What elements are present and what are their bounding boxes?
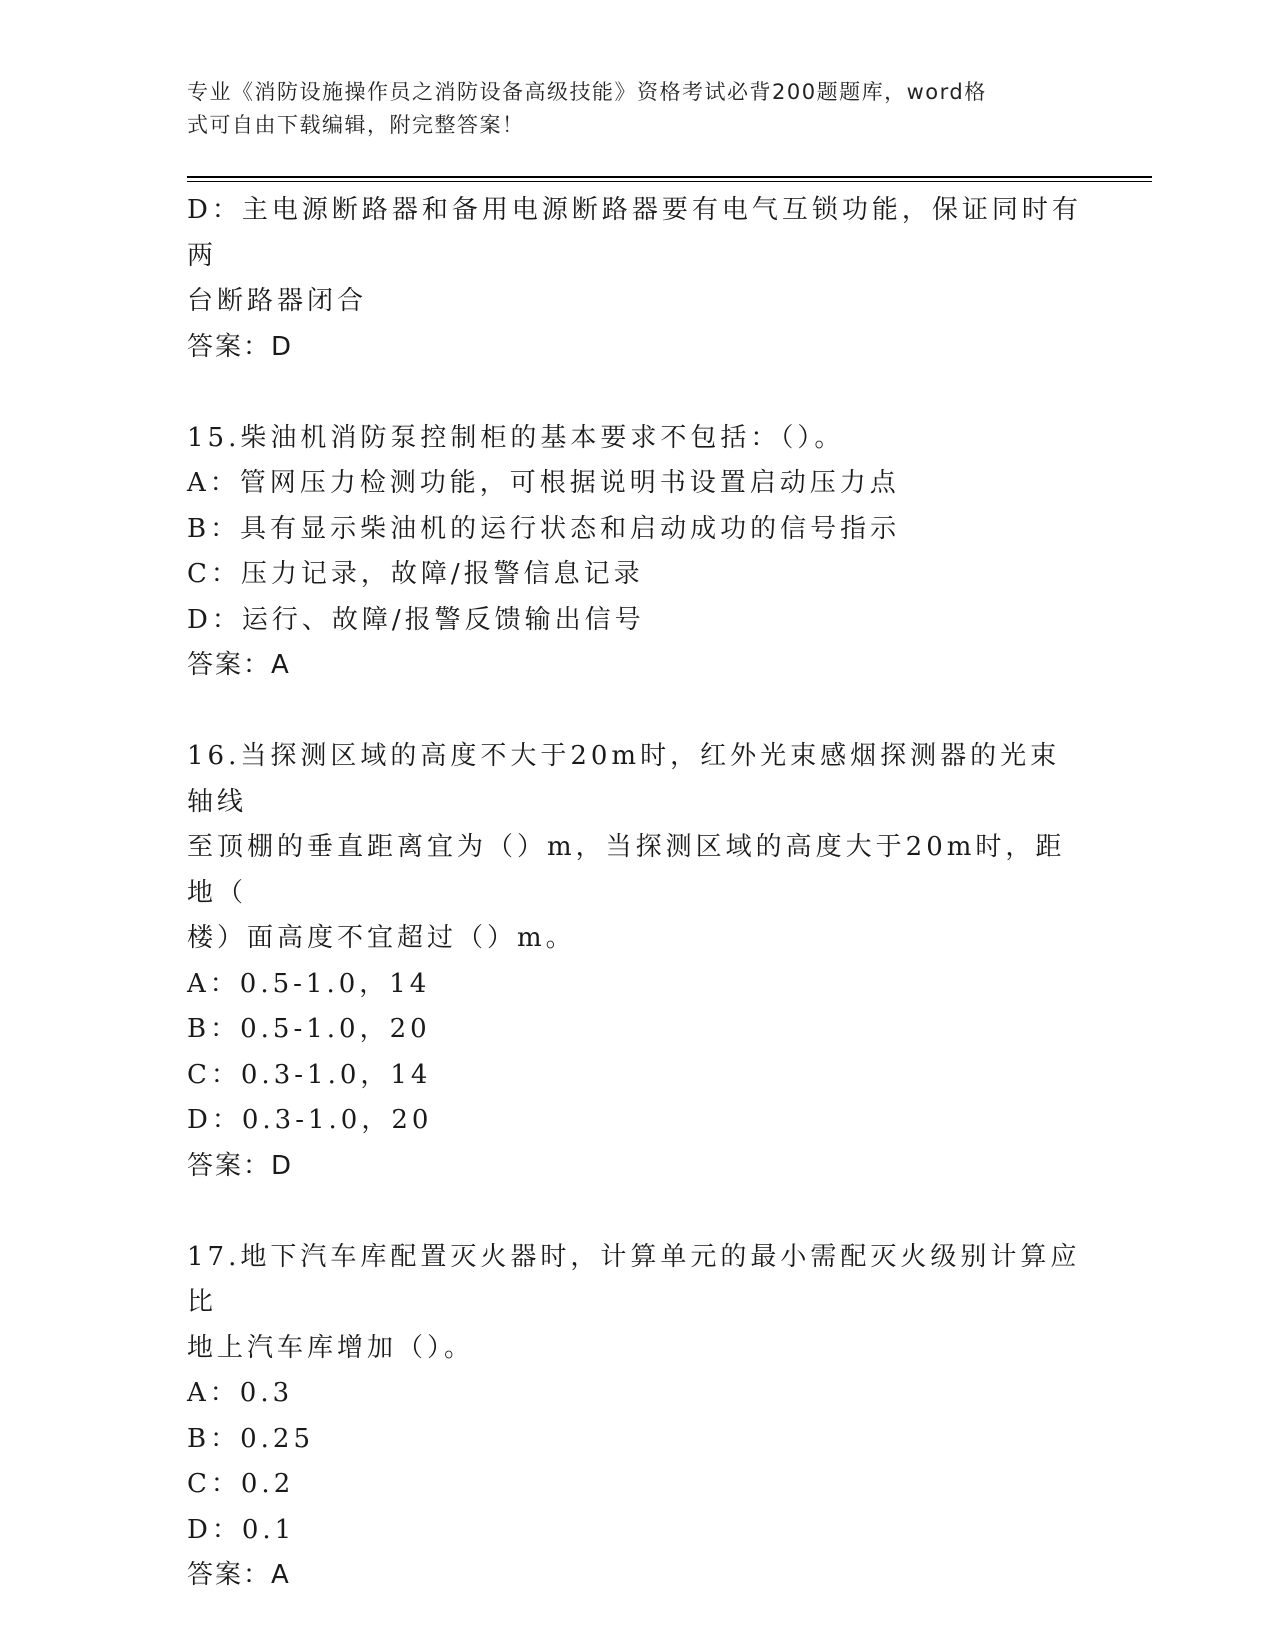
document-header <box>187 76 1067 142</box>
option-d-line-2: 台断路器闭合 <box>187 286 368 316</box>
header-rule-thin <box>187 181 1152 182</box>
question-17 <box>187 1235 1087 1599</box>
question-stem: 15.柴油机消防泵控制柜的基本要求不包括：（）。 <box>187 422 845 453</box>
question-stem-line-3: 楼）面高度不宜超过（）m。 <box>187 923 576 953</box>
option-a: A：0.5-1.0，14 <box>187 968 431 999</box>
option-c: C：压力记录，故障/报警信息记录 <box>187 559 644 589</box>
option-d: D：0.1 <box>187 1514 296 1545</box>
option-d: D：运行、故障/报警反馈输出信号 <box>187 604 645 635</box>
question-stem-line-2: 地上汽车库增加（）。 <box>187 1332 475 1363</box>
answer-label: 答案：A <box>187 1560 291 1590</box>
question-stem-line-2: 至顶棚的垂直距离宜为（）m，当探测区域的高度大于20m时，距地（ <box>187 832 1066 908</box>
answer-label: 答案：D <box>187 1150 294 1181</box>
header-line-1: 专业《消防设施操作员之消防设备高级技能》资格考试必背200题题库，word格 <box>187 80 987 104</box>
option-b: B：0.5-1.0，20 <box>187 1014 431 1044</box>
option-c: C：0.3-1.0，14 <box>187 1059 432 1090</box>
question-stem-line-1: 16.当探测区域的高度不大于20m时，红外光束感烟探测器的光束轴线 <box>187 741 1061 817</box>
header-line-2: 式可自由下载编辑，附完整答案！ <box>187 113 525 137</box>
question-15 <box>187 416 1087 689</box>
question-14-tail <box>187 188 1087 370</box>
option-c: C：0.2 <box>187 1469 295 1499</box>
answer-label: 答案：D <box>187 331 294 362</box>
option-b: B：具有显示柴油机的运行状态和启动成功的信号指示 <box>187 513 901 544</box>
option-a: A：0.3 <box>187 1378 294 1408</box>
option-b: B：0.25 <box>187 1423 314 1454</box>
option-d: D：0.3-1.0，20 <box>187 1105 433 1135</box>
answer-label: 答案：A <box>187 650 291 680</box>
option-a: A：管网压力检测功能，可根据说明书设置启动压力点 <box>187 468 900 498</box>
question-16 <box>187 734 1087 1189</box>
header-rule-thick <box>187 176 1152 178</box>
question-list <box>187 188 1087 1599</box>
option-d-line-1: D：主电源断路器和备用电源断路器要有电气互锁功能，保证同时有两 <box>187 195 1082 271</box>
question-stem-line-1: 17.地下汽车库配置灭火器时，计算单元的最小需配灭火级别计算应比 <box>187 1241 1081 1317</box>
